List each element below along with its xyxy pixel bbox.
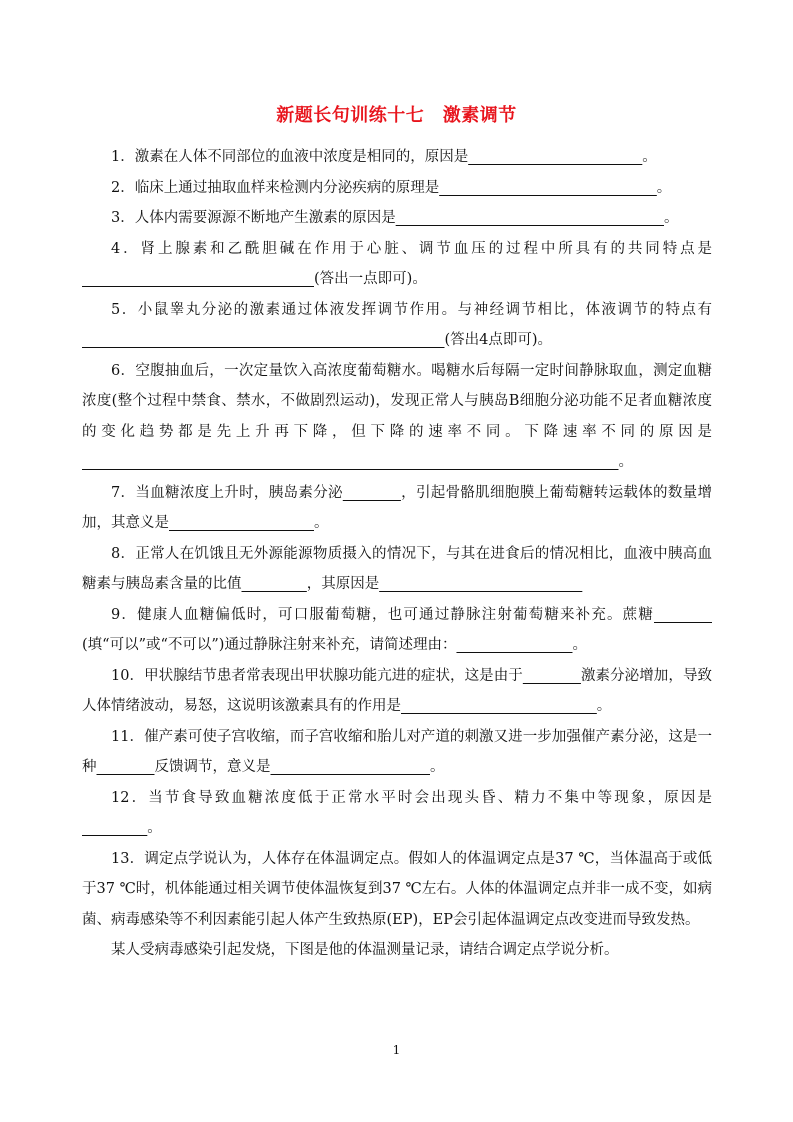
answer-blank[interactable]: ___________________________ bbox=[401, 698, 597, 714]
answer-blank[interactable]: ____________________________ bbox=[379, 576, 583, 592]
question-number: 8． bbox=[111, 545, 136, 562]
question-text: 。 bbox=[596, 698, 612, 714]
page-title: 新题长句训练十七 激素调节 bbox=[276, 105, 517, 126]
question-number: 11． bbox=[111, 728, 145, 745]
question-text: 当节食导致血糖浓度低于正常水平时会出现头昏、精力不集中等现象，原因是 bbox=[148, 789, 713, 806]
question-number: 6． bbox=[111, 362, 136, 379]
question-text: 空腹抽血后，一次定量饮入高浓度葡萄糖水。喝糖水后每隔一定时间静脉取血，测定血糖浓度(整个过程中禁食、禁水，不做剧烈运动)，发现正常人与胰岛B细胞分泌功能不足者血糖浓度的变化趋势都是先上升再下降，但下降的速率不同。下降速率不同的原因是 bbox=[82, 362, 713, 440]
question-6 bbox=[82, 356, 712, 478]
question-text: 催产素可使子宫收缩，而子宫收缩和胎儿对产道的刺激又进一步加强催产素分泌，这是一种 bbox=[82, 728, 712, 775]
question-text: 调定点学说认为，人体存在体温调定点。假如人的体温调定点是37 ℃，当体温高于或低于37 ℃时，机体能通过相关调节使体温恢复到37 ℃左右。人体的体温调定点并非一成不变，如病菌、病毒感染等不利因素能引起人体产生致热原(EP)，EP会引起体温调定点改变进而导致发热。 bbox=[82, 850, 713, 928]
question-text: (填“可以”或“不可以”)通过静脉注射来补充，请简述理由： bbox=[82, 637, 457, 653]
question-list bbox=[82, 142, 712, 966]
question-text: (答出一点即可)。 bbox=[314, 271, 427, 287]
question-13 bbox=[82, 844, 712, 936]
question-text: 某人受病毒感染引起发烧，下图是他的体温测量记录，请结合调定点学说分析。 bbox=[111, 942, 619, 958]
question-text: 。 bbox=[656, 179, 672, 196]
question-5 bbox=[82, 295, 712, 356]
answer-blank[interactable]: ________________ bbox=[456, 637, 573, 653]
answer-blank[interactable]: ________ bbox=[342, 484, 401, 501]
question-text: 小鼠睾丸分泌的激素通过体液发挥调节作用。与神经调节相比，体液调节的特点有 bbox=[137, 301, 712, 318]
question-text: ，引起骨骼肌细胞膜上葡萄糖转运载体的数量增加，其意义是 bbox=[82, 484, 713, 531]
question-text: ，其原因是 bbox=[306, 576, 380, 592]
question-11 bbox=[82, 722, 712, 783]
question-text: 。 bbox=[430, 759, 445, 775]
question-text: 健康人血糖偏低时，可口服葡萄糖，也可通过静脉注射葡萄糖来补充。蔗糖 bbox=[137, 606, 654, 623]
question-text: 人体内需要源源不断地产生激素的原因是 bbox=[134, 210, 396, 226]
answer-blank[interactable]: _________ bbox=[82, 820, 148, 836]
question-1 bbox=[82, 142, 712, 173]
question-8 bbox=[82, 539, 712, 600]
answer-blank[interactable]: ____________________ bbox=[169, 515, 314, 531]
question-number: 1． bbox=[111, 149, 135, 165]
question-10 bbox=[82, 661, 712, 722]
answer-blank[interactable]: ________________________________ bbox=[82, 271, 314, 287]
page-number: 1 bbox=[392, 1043, 401, 1057]
question-number: 3． bbox=[111, 210, 135, 226]
question-12 bbox=[82, 783, 712, 844]
question-text: 。 bbox=[147, 820, 162, 836]
question-text: 当血糖浓度上升时，胰岛素分泌 bbox=[135, 484, 343, 501]
question-number: 12． bbox=[111, 789, 149, 806]
answer-blank[interactable]: ______________________________ bbox=[439, 179, 657, 196]
answer-blank[interactable]: ________ bbox=[522, 667, 581, 684]
question-number: 7． bbox=[111, 484, 136, 501]
answer-blank[interactable]: _________ bbox=[241, 576, 307, 592]
question-number: 4． bbox=[111, 240, 141, 257]
answer-blank[interactable]: __________________________________________________ bbox=[82, 332, 445, 348]
question-text: 。 bbox=[663, 210, 679, 226]
question-9 bbox=[82, 600, 712, 661]
question-number: 5． bbox=[111, 301, 138, 318]
question-text: 正常人在饥饿且无外源能源物质摄入的情况下，与其在进食后的情况相比，血液中胰高血糖素与胰岛素含量的比值 bbox=[82, 545, 713, 592]
question-text: (答出4点即可)。 bbox=[444, 332, 553, 348]
question-text: 临床上通过抽取血样来检测内分泌疾病的原理是 bbox=[134, 179, 440, 196]
answer-blank[interactable]: _____________________________________ bbox=[395, 210, 664, 226]
answer-blank[interactable]: __________________________________________________________________________ bbox=[82, 454, 619, 470]
question-number: 10． bbox=[111, 667, 145, 684]
question-2 bbox=[82, 173, 712, 204]
answer-blank[interactable]: ________________________ bbox=[468, 149, 643, 165]
question-text: 。 bbox=[642, 149, 657, 165]
question-text: 反馈调节，意义是 bbox=[154, 759, 271, 775]
answer-blank[interactable]: ________ bbox=[654, 606, 712, 623]
question-text: 。 bbox=[572, 637, 587, 653]
question-text: 甲状腺结节患者常表现出甲状腺功能亢进的症状，这是由于 bbox=[144, 667, 523, 684]
question-number: 13． bbox=[111, 850, 145, 867]
question-13-prompt bbox=[82, 935, 712, 966]
question-text: 激素分泌增加，导致人体情绪波动，易怒，这说明该激素具有的作用是 bbox=[82, 667, 713, 714]
question-4 bbox=[82, 234, 712, 295]
question-text: 激素在人体不同部位的血液中浓度是相同的，原因是 bbox=[134, 149, 469, 165]
answer-blank[interactable]: ______________________ bbox=[270, 759, 430, 775]
question-number: 9． bbox=[111, 606, 138, 623]
question-3 bbox=[82, 203, 712, 234]
question-text: 。 bbox=[314, 515, 329, 531]
answer-blank[interactable]: ________ bbox=[96, 759, 155, 775]
question-text: 。 bbox=[618, 454, 633, 470]
question-text: 肾上腺素和乙酰胆碱在作用于心脏、调节血压的过程中所具有的共同特点是 bbox=[140, 240, 712, 257]
question-number: 2． bbox=[111, 179, 135, 196]
question-7 bbox=[82, 478, 712, 539]
